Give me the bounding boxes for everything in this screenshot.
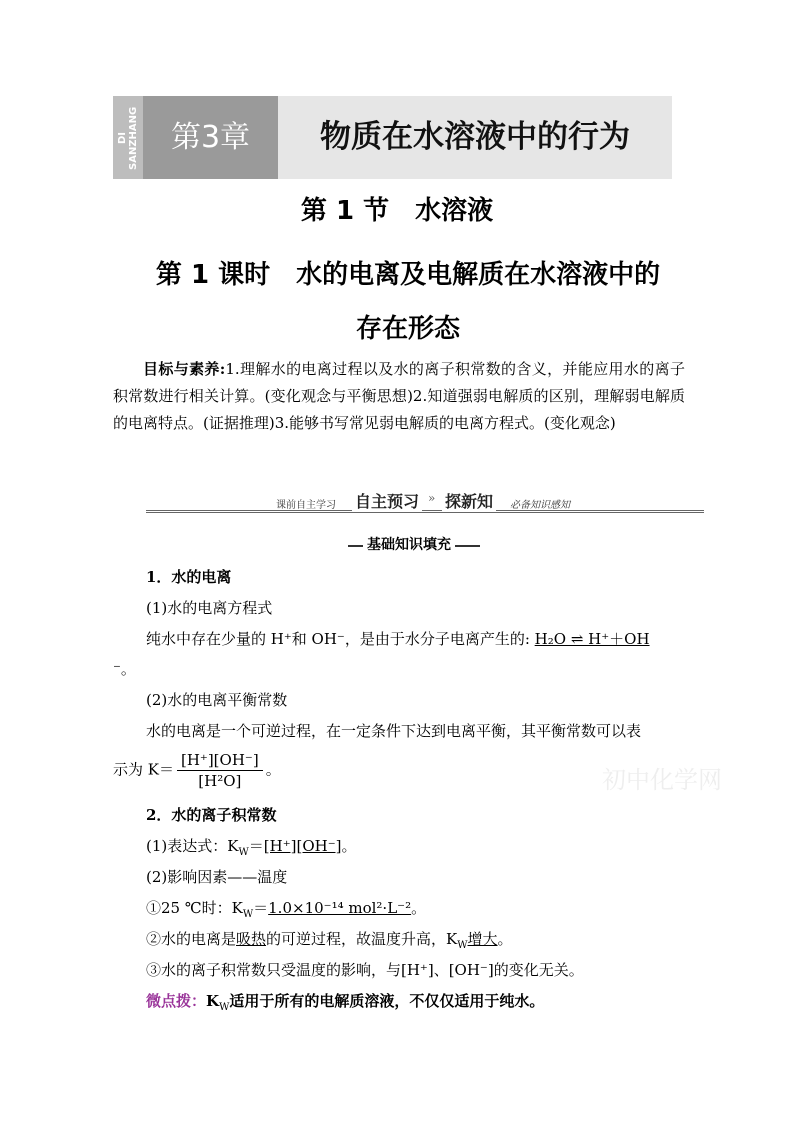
heading-water-ionization: 1．水的电离 <box>146 568 232 586</box>
expression-label: (1)表达式：K <box>146 837 239 855</box>
endothermic-text-a: ②水的电离是 <box>146 930 237 948</box>
increase-answer: 增大 <box>467 930 498 948</box>
kw-value-label: ①25 ℃时：K <box>146 899 243 917</box>
tip-text: 适用于所有的电解质溶液，不仅仅适用于纯水。 <box>229 992 545 1010</box>
chapter-side-strip <box>113 96 143 179</box>
kw-value-line <box>146 897 426 919</box>
preview-rule <box>146 510 704 513</box>
chapter-number: 第3章 <box>170 120 251 155</box>
temperature-only-line: ③水的离子积常数只受温度的影响，与[H⁺]、[OH⁻]的变化无关。 <box>146 961 584 979</box>
preview-main-title-2: 探新知 <box>442 489 496 512</box>
endothermic-answer: 吸热 <box>236 930 267 948</box>
equilibrium-fraction <box>177 750 263 791</box>
kw-subscript-3: W <box>457 940 468 951</box>
equals-sign-2: ＝ <box>253 899 269 917</box>
chapter-title: 物质在水溶液中的行为 <box>320 119 630 155</box>
objectives-text: 1.理解水的电离过程以及水的离子积常数的含义，并能应用水的离子积常数进行相关计算。(变化观念与平衡思想)2.知道强弱电解质的区别，理解弱电解质的电离特点。(证据推理)3.能够书写常见弱电解质的电离方程式。(变化观念) <box>113 360 685 432</box>
endothermic-text-b: 的可逆过程，故温度升高，K <box>266 930 458 948</box>
double-chevron-icon: » <box>428 491 436 505</box>
fraction-numerator: [H⁺][OH⁻] <box>177 750 263 771</box>
fraction-denominator: [H²O] <box>198 772 242 790</box>
equilibrium-expression <box>113 750 281 791</box>
expression-line <box>146 835 356 857</box>
endothermic-line <box>146 928 513 950</box>
expression-answer: [H⁺][OH⁻] <box>263 837 342 855</box>
tip-line <box>146 990 544 1012</box>
equilibrium-suffix: 。 <box>265 760 281 779</box>
kw-subscript: W <box>238 847 249 858</box>
preview-left-label: 课前自主学习 <box>276 500 336 511</box>
tip-k: K <box>206 992 220 1010</box>
tip-label: 微点拨： <box>146 992 207 1010</box>
objectives-paragraph <box>113 356 685 437</box>
lesson-title-line-2: 存在形态 <box>355 314 460 344</box>
kw-value-answer: 1.0×10⁻¹⁴ mol²·L⁻² <box>268 899 412 917</box>
equals-sign: ＝ <box>248 837 264 855</box>
watermark: 初中化学网 <box>602 766 722 794</box>
tip-subscript: W <box>219 1002 230 1013</box>
heading-ion-product: 2．水的离子积常数 <box>146 806 277 824</box>
ionization-equation: H₂O ⇌ H⁺＋OH <box>534 630 650 648</box>
preview-main-title: 自主预习 <box>352 489 422 512</box>
paragraph-ionization <box>146 628 650 650</box>
kw-value-end: 。 <box>411 899 427 917</box>
objectives-label: 目标与素养: <box>143 360 226 378</box>
ionization-equation-cont: ⁻。 <box>113 660 136 678</box>
box-label: 基础知识填充 <box>363 534 455 554</box>
lesson-title-line-1: 第 1 课时 水的电离及电解质在水溶液中的 <box>155 260 661 290</box>
factor-line: (2)影响因素——温度 <box>146 868 288 886</box>
paragraph-equilibrium: 水的电离是一个可逆过程，在一定条件下达到电离平衡，其平衡常数可以表 <box>146 722 642 740</box>
section-title: 第 1 节 水溶液 <box>300 196 494 226</box>
chapter-side-text: DI SANZHANG <box>117 106 139 170</box>
kw-subscript-2: W <box>242 909 254 920</box>
expression-end: 。 <box>341 837 357 855</box>
lesson-title <box>118 248 698 356</box>
subheading-equation: (1)水的电离方程式 <box>146 599 273 617</box>
equilibrium-prefix: 示为 K＝ <box>113 760 174 779</box>
preview-right-label: 必备知识感知 <box>510 500 570 511</box>
subheading-equilibrium: (2)水的电离平衡常数 <box>146 691 288 709</box>
ionization-text: 纯水中存在少量的 H⁺和 OH⁻，是由于水分子电离产生的: <box>146 630 530 648</box>
endothermic-end: 。 <box>497 930 513 948</box>
